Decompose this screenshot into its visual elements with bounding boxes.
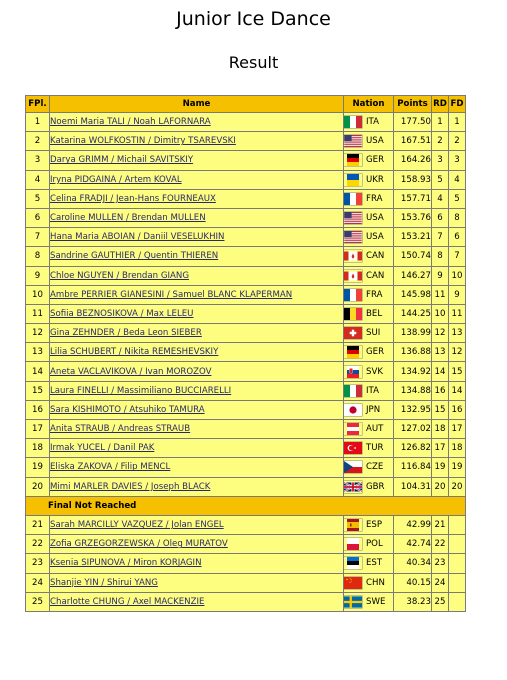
- fd-rank-cell: 12: [449, 343, 466, 362]
- couple-name-cell: [50, 381, 344, 400]
- rd-rank-cell: 11: [432, 285, 449, 304]
- column-header-rd: RD: [432, 96, 449, 113]
- points-cell: 145.98: [394, 285, 432, 304]
- nation-cell: [344, 420, 394, 439]
- flag-slovakia-icon: [344, 366, 362, 378]
- couple-name-cell: [50, 439, 344, 458]
- couple-name-cell: [50, 113, 344, 132]
- points-cell: 132.95: [394, 400, 432, 419]
- nation-code: FRA: [366, 289, 383, 300]
- couple-name-cell: [50, 170, 344, 189]
- rank-cell: 19: [26, 458, 50, 477]
- nation-code: ITA: [366, 117, 379, 128]
- nation-code: TUR: [366, 443, 384, 454]
- nation-cell: [344, 362, 394, 381]
- rank-cell: 20: [26, 477, 50, 496]
- flag-germany-icon: [344, 346, 362, 358]
- nation-code: SVK: [366, 366, 383, 377]
- points-cell: 146.27: [394, 266, 432, 285]
- nation-code: USA: [366, 136, 384, 147]
- couple-name-cell: [50, 477, 344, 496]
- nation-cell: [344, 554, 394, 573]
- points-cell: 158.93: [394, 170, 432, 189]
- points-cell: 167.51: [394, 132, 432, 151]
- table-row: [26, 400, 466, 419]
- couple-name-cell: [50, 362, 344, 381]
- couple-name-link[interactable]: Ambre PERRIER GIANESINI / Samuel BLANC KLAPERMAN: [50, 289, 293, 300]
- couple-name-cell: [50, 458, 344, 477]
- rd-rank-cell: 7: [432, 228, 449, 247]
- points-cell: 38.23: [394, 592, 432, 611]
- fd-rank-cell: 10: [449, 266, 466, 285]
- couple-name-cell: [50, 285, 344, 304]
- rank-cell: 22: [26, 535, 50, 554]
- nation-code: CZE: [366, 462, 384, 473]
- couple-name-cell: [50, 592, 344, 611]
- fd-rank-cell: 5: [449, 189, 466, 208]
- rd-rank-cell: 9: [432, 266, 449, 285]
- points-cell: 164.26: [394, 151, 432, 170]
- column-header-fd: FD: [449, 96, 466, 113]
- rd-rank-cell: 13: [432, 343, 449, 362]
- nation-cell: [344, 343, 394, 362]
- table-header-row: [26, 96, 466, 113]
- page-subtitle: Result: [228, 53, 279, 72]
- nation-cell: [344, 573, 394, 592]
- flag-estonia-icon: [344, 557, 362, 569]
- couple-name-cell: [50, 208, 344, 227]
- couple-name-link[interactable]: Iryna PIDGAINA / Artem KOVAL: [50, 174, 182, 185]
- fd-rank-cell: 19: [449, 458, 466, 477]
- flag-canada-icon: [344, 250, 362, 262]
- nation-cell: [344, 304, 394, 323]
- rd-rank-cell: 19: [432, 458, 449, 477]
- rank-cell: 21: [26, 515, 50, 534]
- table-row: [26, 132, 466, 151]
- nation-code: CHN: [366, 577, 385, 588]
- column-header-nation: Nation: [344, 96, 394, 113]
- couple-name-cell: [50, 400, 344, 419]
- nation-code: USA: [366, 232, 384, 243]
- table-row: [26, 170, 466, 189]
- nation-cell: [344, 266, 394, 285]
- fd-rank-cell: 14: [449, 381, 466, 400]
- fd-rank-cell: 2: [449, 132, 466, 151]
- rank-cell: 2: [26, 132, 50, 151]
- couple-name-link[interactable]: Aneta VACLAVIKOVA / Ivan MOROZOV: [50, 366, 212, 377]
- rank-cell: 10: [26, 285, 50, 304]
- rd-rank-cell: 10: [432, 304, 449, 323]
- rank-cell: 7: [26, 228, 50, 247]
- nation-cell: [344, 285, 394, 304]
- flag-france-icon: [344, 193, 362, 205]
- couple-name-link[interactable]: Eliska ZAKOVA / Filip MENCL: [50, 462, 171, 473]
- couple-name-link[interactable]: Laura FINELLI / Massimiliano BUCCIARELLI: [50, 385, 232, 396]
- rank-cell: 9: [26, 266, 50, 285]
- table-row: [26, 343, 466, 362]
- flag-france-icon: [344, 289, 362, 301]
- couple-name-link[interactable]: Anita STRAUB / Andreas STRAUB: [50, 424, 191, 435]
- column-header-fpl: FPl.: [26, 96, 50, 113]
- nation-code: GER: [366, 155, 385, 166]
- nation-cell: [344, 324, 394, 343]
- flag-belgium-icon: [344, 308, 362, 320]
- couple-name-link[interactable]: Sarah MARCILLY VAZQUEZ / Jolan ENGEL: [50, 520, 224, 531]
- flag-usa-icon: [344, 135, 362, 147]
- points-cell: 42.99: [394, 515, 432, 534]
- flag-switzerland-icon: [344, 327, 362, 339]
- nation-cell: [344, 400, 394, 419]
- couple-name-cell: [50, 266, 344, 285]
- points-cell: 134.88: [394, 381, 432, 400]
- rd-rank-cell: 15: [432, 400, 449, 419]
- nation-cell: [344, 247, 394, 266]
- flag-usa-icon: [344, 231, 362, 243]
- table-row: [26, 362, 466, 381]
- couple-name-cell: [50, 554, 344, 573]
- table-row: [26, 592, 466, 611]
- flag-turkey-icon: [344, 442, 362, 454]
- points-cell: 136.88: [394, 343, 432, 362]
- nation-code: BEL: [366, 308, 383, 319]
- section-label: Final Not Reached: [26, 496, 466, 515]
- table-row: [26, 458, 466, 477]
- couple-name-cell: [50, 132, 344, 151]
- table-row: [26, 247, 466, 266]
- flag-china-icon: [344, 577, 362, 589]
- flag-italy-icon: [344, 385, 362, 397]
- flag-italy-icon: [344, 116, 362, 128]
- couple-name-cell: [50, 535, 344, 554]
- flag-germany-icon: [344, 154, 362, 166]
- table-row: [26, 324, 466, 343]
- points-cell: 127.02: [394, 420, 432, 439]
- couple-name-cell: [50, 228, 344, 247]
- fd-rank-cell: 1: [449, 113, 466, 132]
- fd-rank-cell: 15: [449, 362, 466, 381]
- nation-code: JPN: [366, 404, 381, 415]
- points-cell: 177.50: [394, 113, 432, 132]
- rd-rank-cell: 2: [432, 132, 449, 151]
- nation-cell: [344, 208, 394, 227]
- rank-cell: 16: [26, 400, 50, 419]
- table-row: [26, 535, 466, 554]
- column-header-points: Points: [394, 96, 432, 113]
- rank-cell: 3: [26, 151, 50, 170]
- nation-cell: [344, 458, 394, 477]
- points-cell: 150.74: [394, 247, 432, 266]
- points-cell: 157.71: [394, 189, 432, 208]
- nation-code: ESP: [366, 520, 383, 531]
- nation-cell: [344, 170, 394, 189]
- table-row: [26, 381, 466, 400]
- rank-cell: 24: [26, 573, 50, 592]
- fd-rank-cell: 20: [449, 477, 466, 496]
- couple-name-link[interactable]: Caroline MULLEN / Brendan MULLEN: [50, 213, 206, 224]
- fd-rank-cell: [449, 592, 466, 611]
- rd-rank-cell: 5: [432, 170, 449, 189]
- couple-name-link[interactable]: Celina FRADJI / Jean-Hans FOURNEAUX: [50, 193, 216, 204]
- points-cell: 153.76: [394, 208, 432, 227]
- rank-cell: 5: [26, 189, 50, 208]
- nation-code: ITA: [366, 385, 379, 396]
- points-cell: 153.21: [394, 228, 432, 247]
- fd-rank-cell: [449, 554, 466, 573]
- couple-name-cell: [50, 247, 344, 266]
- rank-cell: 14: [26, 362, 50, 381]
- table-row: [26, 151, 466, 170]
- rd-rank-cell: 23: [432, 554, 449, 573]
- flag-sweden-icon: [344, 596, 362, 608]
- results-table: [25, 95, 466, 612]
- fd-rank-cell: 16: [449, 400, 466, 419]
- points-cell: 126.82: [394, 439, 432, 458]
- points-cell: 40.15: [394, 573, 432, 592]
- points-cell: 42.74: [394, 535, 432, 554]
- couple-name-link[interactable]: Lilia SCHUBERT / Nikita REMESHEVSKIY: [50, 347, 219, 358]
- rd-rank-cell: 8: [432, 247, 449, 266]
- rank-cell: 6: [26, 208, 50, 227]
- nation-code: USA: [366, 213, 384, 224]
- nation-code: POL: [366, 539, 383, 550]
- nation-cell: [344, 151, 394, 170]
- rank-cell: 15: [26, 381, 50, 400]
- rd-rank-cell: 16: [432, 381, 449, 400]
- couple-name-cell: [50, 420, 344, 439]
- rank-cell: 23: [26, 554, 50, 573]
- nation-cell: [344, 132, 394, 151]
- couple-name-link[interactable]: Katarina WOLFKOSTIN / Dimitry TSAREVSKI: [50, 136, 236, 147]
- couple-name-cell: [50, 573, 344, 592]
- rd-rank-cell: 25: [432, 592, 449, 611]
- rank-cell: 12: [26, 324, 50, 343]
- couple-name-link[interactable]: Charlotte CHUNG / Axel MACKENZIE: [50, 596, 205, 607]
- table-row: [26, 477, 466, 496]
- fd-rank-cell: 7: [449, 247, 466, 266]
- nation-code: CAN: [366, 251, 385, 262]
- couple-name-link[interactable]: Gina ZEHNDER / Beda Leon SIEBER: [50, 328, 202, 339]
- rank-cell: 1: [26, 113, 50, 132]
- couple-name-link[interactable]: Ksenia SIPUNOVA / Miron KORJAGIN: [50, 558, 202, 569]
- fd-rank-cell: [449, 573, 466, 592]
- rank-cell: 11: [26, 304, 50, 323]
- nation-code: SUI: [366, 328, 381, 339]
- couple-name-cell: [50, 324, 344, 343]
- table-row: [26, 420, 466, 439]
- column-header-name: Name: [50, 96, 344, 113]
- fd-rank-cell: 3: [449, 151, 466, 170]
- rd-rank-cell: 17: [432, 439, 449, 458]
- points-cell: 138.99: [394, 324, 432, 343]
- couple-name-link[interactable]: Shanjie YIN / Shirui YANG: [50, 577, 158, 588]
- flag-czech-icon: [344, 461, 362, 473]
- table-row: [26, 113, 466, 132]
- couple-name-cell: [50, 304, 344, 323]
- table-row: [26, 515, 466, 534]
- nation-code: UKR: [366, 174, 384, 185]
- nation-code: SWE: [366, 596, 386, 607]
- fd-rank-cell: 9: [449, 285, 466, 304]
- rank-cell: 25: [26, 592, 50, 611]
- couple-name-link[interactable]: Sofiia BEZNOSIKOVA / Max LELEU: [50, 308, 194, 319]
- couple-name-link[interactable]: Chloe NGUYEN / Brendan GIANG: [50, 270, 189, 281]
- rd-rank-cell: 18: [432, 420, 449, 439]
- rd-rank-cell: 6: [432, 208, 449, 227]
- rd-rank-cell: 12: [432, 324, 449, 343]
- rd-rank-cell: 3: [432, 151, 449, 170]
- rank-cell: 17: [26, 420, 50, 439]
- couple-name-link[interactable]: Sandrine GAUTHIER / Quentin THIEREN: [50, 251, 219, 262]
- nation-cell: [344, 535, 394, 554]
- fd-rank-cell: [449, 535, 466, 554]
- rd-rank-cell: 20: [432, 477, 449, 496]
- fd-rank-cell: 11: [449, 304, 466, 323]
- nation-cell: [344, 515, 394, 534]
- points-cell: 144.25: [394, 304, 432, 323]
- rd-rank-cell: 21: [432, 515, 449, 534]
- couple-name-link[interactable]: Noemi Maria TALI / Noah LAFORNARA: [50, 117, 211, 128]
- rd-rank-cell: 24: [432, 573, 449, 592]
- nation-code: EST: [366, 558, 383, 569]
- couple-name-link[interactable]: Irmak YUCEL / Danil PAK: [50, 443, 155, 454]
- fd-rank-cell: 6: [449, 228, 466, 247]
- fd-rank-cell: 17: [449, 420, 466, 439]
- rd-rank-cell: 1: [432, 113, 449, 132]
- nation-cell: [344, 477, 394, 496]
- nation-cell: [344, 228, 394, 247]
- table-row: [26, 208, 466, 227]
- couple-name-cell: [50, 151, 344, 170]
- couple-name-link[interactable]: Mimi MARLER DAVIES / Joseph BLACK: [50, 481, 211, 492]
- table-row: [26, 228, 466, 247]
- rank-cell: 13: [26, 343, 50, 362]
- flag-usa-icon: [344, 212, 362, 224]
- flag-uk-icon: [344, 481, 362, 493]
- couple-name-link[interactable]: Sara KISHIMOTO / Atsuhiko TAMURA: [50, 404, 205, 415]
- flag-ukraine-icon: [344, 174, 362, 186]
- table-row: [26, 304, 466, 323]
- couple-name-cell: [50, 343, 344, 362]
- rd-rank-cell: 22: [432, 535, 449, 554]
- flag-canada-icon: [344, 270, 362, 282]
- nation-cell: [344, 381, 394, 400]
- nation-code: CAN: [366, 270, 385, 281]
- nation-cell: [344, 592, 394, 611]
- table-row: [26, 266, 466, 285]
- nation-code: FRA: [366, 193, 383, 204]
- page-title: Junior Ice Dance: [176, 8, 331, 30]
- rank-cell: 4: [26, 170, 50, 189]
- rank-cell: 18: [26, 439, 50, 458]
- couple-name-link[interactable]: Zofia GRZEGORZEWSKA / Oleg MURATOV: [50, 539, 228, 550]
- couple-name-link[interactable]: Hana Maria ABOIAN / Daniil VESELUKHIN: [50, 232, 225, 243]
- fd-rank-cell: [449, 515, 466, 534]
- flag-austria-icon: [344, 423, 362, 435]
- nation-cell: [344, 439, 394, 458]
- fd-rank-cell: 4: [449, 170, 466, 189]
- rd-rank-cell: 14: [432, 362, 449, 381]
- fd-rank-cell: 18: [449, 439, 466, 458]
- table-row: [26, 189, 466, 208]
- couple-name-cell: [50, 189, 344, 208]
- fd-rank-cell: 13: [449, 324, 466, 343]
- points-cell: 40.34: [394, 554, 432, 573]
- couple-name-cell: [50, 515, 344, 534]
- points-cell: 134.92: [394, 362, 432, 381]
- section-row-final-not-reached: [26, 496, 466, 515]
- flag-japan-icon: [344, 404, 362, 416]
- nation-cell: [344, 113, 394, 132]
- nation-code: GER: [366, 347, 385, 358]
- flag-poland-icon: [344, 538, 362, 550]
- fd-rank-cell: 8: [449, 208, 466, 227]
- nation-code: GBR: [366, 481, 385, 492]
- table-row: [26, 285, 466, 304]
- points-cell: 104.31: [394, 477, 432, 496]
- couple-name-link[interactable]: Darya GRIMM / Michail SAVITSKIY: [50, 155, 194, 166]
- table-row: [26, 439, 466, 458]
- points-cell: 116.84: [394, 458, 432, 477]
- table-row: [26, 573, 466, 592]
- nation-code: AUT: [366, 424, 384, 435]
- table-row: [26, 554, 466, 573]
- flag-spain-icon: [344, 519, 362, 531]
- nation-cell: [344, 189, 394, 208]
- rank-cell: 8: [26, 247, 50, 266]
- rd-rank-cell: 4: [432, 189, 449, 208]
